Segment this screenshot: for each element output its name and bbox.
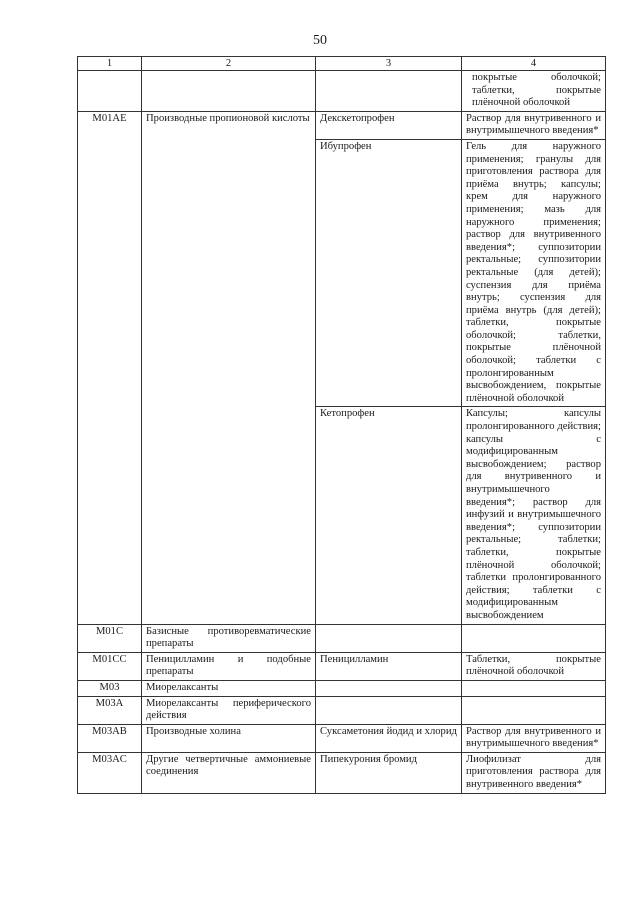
dosage-forms-cell: Раствор для внутривенного и внутримышечного введения*	[462, 724, 606, 752]
atc-code-cell: M03AB	[78, 724, 142, 752]
atc-code-cell: M01CC	[78, 652, 142, 680]
drug-name-cell: Пипекурония бромид	[316, 752, 462, 793]
drug-table	[77, 56, 606, 794]
header-col-2: 2	[142, 57, 316, 71]
header-col-1: 1	[78, 57, 142, 71]
atc-code-cell: M01AE	[78, 111, 142, 624]
dosage-forms-cell: Лиофилизат для приготовления раствора для внутривенного введения*	[462, 752, 606, 793]
table-row	[78, 652, 606, 680]
table-row	[78, 680, 606, 696]
dosage-forms-cell: Капсулы; капсулы пролонгированного действия; капсулы с модифицированным высвобождением; раствор для внутривенного и внутримышечного введения*; раствор для инфузий и внутримышечного введения*; суппозитории ректальные; таблетки; таблетки, покрытые плёночной оболочкой; таблетки пролонгированного действия; таблетки с модифицированным высвобождением	[462, 407, 606, 624]
table-row	[78, 752, 606, 793]
table-row	[78, 624, 606, 652]
drug-name-cell: Ибупрофен	[316, 139, 462, 406]
group-name-cell: Другие четвертичные аммониевые соединения	[142, 752, 316, 793]
drug-name-cell	[316, 71, 462, 112]
dosage-forms-cell: Таблетки, покрытые плёночной оболочкой	[462, 652, 606, 680]
table-row	[78, 724, 606, 752]
atc-code-cell: M01C	[78, 624, 142, 652]
dosage-forms-cell: Гель для наружного применения; гранулы для приготовления раствора для приёма внутрь; капсулы; крем для наружного применения; мазь для наружного применения; раствор для внутривенного введения*; суппозитории ректальные; суппозитории ректальные (для детей); суспензия для приёма внутрь; суспензия для приёма внутрь (для детей); таблетки, покрытые оболочкой; таблетки, покрытые плёночной оболочкой; таблетки с пролонгированным высвобождением, покрытые плёночной оболочкой	[462, 139, 606, 406]
dosage-forms-cell	[462, 624, 606, 652]
table-row	[78, 111, 606, 139]
group-name-cell: Производные пропионовой кислоты	[142, 111, 316, 624]
group-name-cell: Производные холина	[142, 724, 316, 752]
group-name-cell: Миорелаксанты	[142, 680, 316, 696]
atc-code-cell: M03	[78, 680, 142, 696]
group-name-cell: Миорелаксанты периферического действия	[142, 696, 316, 724]
drug-name-cell: Декскетопрофен	[316, 111, 462, 139]
header-row	[78, 57, 606, 71]
dosage-forms-cell	[462, 696, 606, 724]
atc-code-cell: M03AC	[78, 752, 142, 793]
page-number: 50	[313, 33, 327, 48]
drug-name-cell	[316, 696, 462, 724]
drug-name-cell	[316, 680, 462, 696]
table-row	[78, 71, 606, 112]
drug-name-cell: Пеницилламин	[316, 652, 462, 680]
drug-name-cell: Суксаметония йодид и хлорид	[316, 724, 462, 752]
drug-name-cell	[316, 624, 462, 652]
header-col-3: 3	[316, 57, 462, 71]
dosage-forms-cell: Раствор для внутривенного и внутримышечного введения*	[462, 111, 606, 139]
atc-code-cell	[78, 71, 142, 112]
group-name-cell: Пеницилламин и подобные препараты	[142, 652, 316, 680]
dosage-forms-cell	[462, 680, 606, 696]
drug-name-cell: Кетопрофен	[316, 407, 462, 624]
group-name-cell: Базисные противоревматические препараты	[142, 624, 316, 652]
group-name-cell	[142, 71, 316, 112]
header-col-4: 4	[462, 57, 606, 71]
table-row	[78, 696, 606, 724]
atc-code-cell: M03A	[78, 696, 142, 724]
dosage-forms-cell: покрытые оболочкой; таблетки, покрытые плёночной оболочкой	[462, 71, 606, 112]
